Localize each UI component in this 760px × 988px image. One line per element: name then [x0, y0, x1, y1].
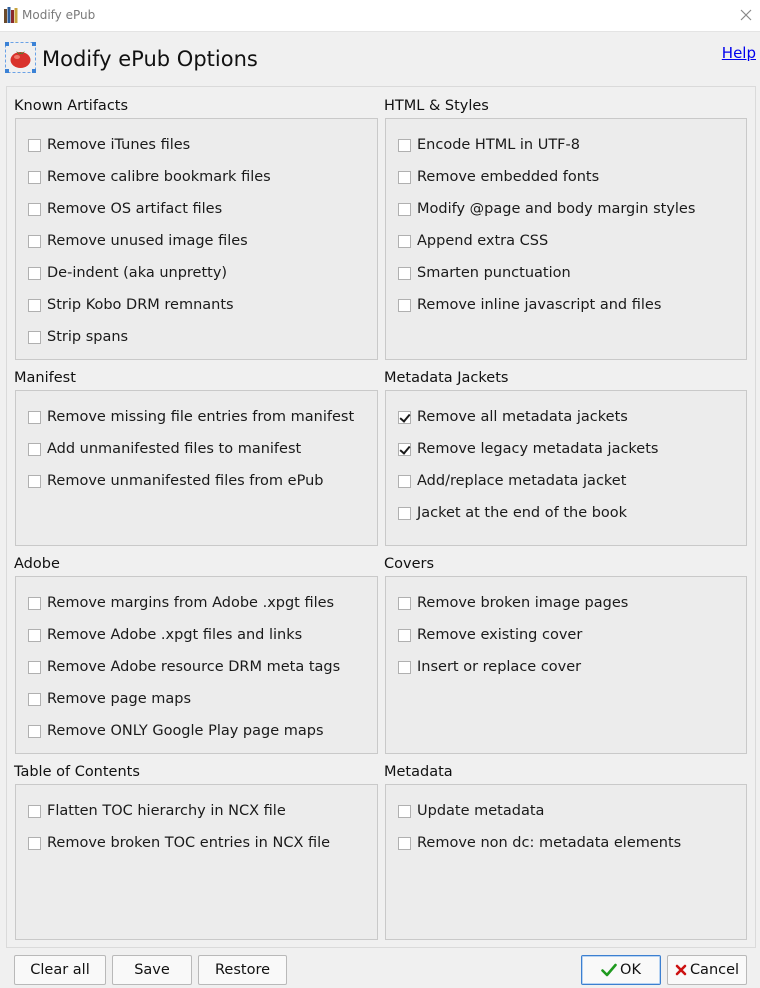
checkbox[interactable] [28, 203, 41, 216]
option-remove-inline-javascript[interactable] [397, 294, 661, 316]
checkbox[interactable] [28, 443, 41, 456]
option-label: Remove all metadata jackets [417, 409, 628, 425]
option-label: Remove page maps [47, 691, 192, 707]
group-adobe [15, 576, 378, 754]
tomato-logo-icon [5, 42, 36, 73]
option-label: Remove OS artifact files [47, 201, 223, 217]
option-label: Add/replace metadata jacket [417, 473, 627, 489]
option-remove-broken-toc-entries[interactable] [27, 832, 330, 854]
option-remove-os-artifact-files[interactable] [27, 198, 222, 220]
checkbox[interactable] [398, 507, 411, 520]
option-label: Append extra CSS [417, 233, 549, 249]
checkbox[interactable] [398, 475, 411, 488]
option-label: Remove inline javascript and files [417, 297, 662, 313]
button-label: Save [134, 962, 170, 978]
option-label: Remove unused image files [47, 233, 248, 249]
checkbox[interactable] [398, 267, 411, 280]
option-label: Remove legacy metadata jackets [417, 441, 659, 457]
option-label: Remove unmanifested files from ePub [47, 473, 324, 489]
option-remove-unused-image-files[interactable] [27, 230, 248, 252]
option-remove-existing-cover[interactable] [397, 624, 582, 646]
option-jacket-at-end[interactable] [397, 502, 627, 524]
group-metadata [385, 784, 747, 940]
checkbox[interactable] [28, 629, 41, 642]
window-title: Modify ePub [22, 8, 96, 22]
checkbox[interactable] [398, 299, 411, 312]
option-label: Remove iTunes files [47, 137, 191, 153]
checkbox[interactable] [28, 235, 41, 248]
option-remove-page-maps[interactable] [27, 688, 191, 710]
checkbox[interactable] [28, 837, 41, 850]
group-title-metadata-jackets: Metadata Jackets [384, 370, 509, 386]
option-label: Remove embedded fonts [417, 169, 600, 185]
option-label: Remove existing cover [417, 627, 583, 643]
option-label: Remove margins from Adobe .xpgt files [47, 595, 335, 611]
button-label: OK [620, 962, 641, 978]
group-title-metadata: Metadata [384, 764, 453, 780]
group-title-known-artifacts: Known Artifacts [14, 98, 129, 114]
checkbox[interactable] [28, 139, 41, 152]
option-insert-replace-cover[interactable] [397, 656, 581, 678]
restore-button[interactable] [198, 955, 287, 985]
option-remove-legacy-metadata-jackets[interactable] [397, 438, 658, 460]
option-remove-non-dc-metadata[interactable] [397, 832, 681, 854]
help-link[interactable]: Help [721, 44, 756, 62]
checkbox[interactable] [398, 171, 411, 184]
checkbox[interactable] [28, 267, 41, 280]
option-label: Remove calibre bookmark files [47, 169, 271, 185]
option-label: Encode HTML in UTF-8 [417, 137, 580, 153]
group-toc [15, 784, 378, 940]
option-remove-missing-manifest-entries[interactable] [27, 406, 354, 428]
group-known-artifacts [15, 118, 378, 360]
button-label: Cancel [689, 962, 740, 978]
checkbox[interactable] [28, 805, 41, 818]
option-add-replace-metadata-jacket[interactable] [397, 470, 626, 492]
option-remove-calibre-bookmark-files[interactable] [27, 166, 271, 188]
checkbox[interactable] [398, 139, 411, 152]
option-add-unmanifested-files[interactable] [27, 438, 301, 460]
checkbox[interactable] [28, 693, 41, 706]
option-label: Strip Kobo DRM remnants [47, 297, 234, 313]
option-remove-unmanifested-files[interactable] [27, 470, 323, 492]
option-label: Add unmanifested files to manifest [47, 441, 302, 457]
clear-all-button[interactable] [14, 955, 106, 985]
option-remove-all-metadata-jackets[interactable] [397, 406, 628, 428]
checkbox[interactable] [398, 597, 411, 610]
option-de-indent[interactable] [27, 262, 227, 284]
option-label: Strip spans [47, 329, 129, 345]
group-title-toc: Table of Contents [14, 764, 140, 780]
close-icon [740, 9, 752, 21]
group-html-styles [385, 118, 747, 360]
checkbox[interactable] [398, 661, 411, 674]
checkbox[interactable] [398, 443, 411, 456]
group-metadata-jackets [385, 390, 747, 546]
button-label: Restore [214, 962, 271, 978]
ok-button[interactable] [581, 955, 661, 985]
option-modify-page-margin-styles[interactable] [397, 198, 695, 220]
option-remove-xpgt-files[interactable] [27, 624, 302, 646]
option-label: Modify @page and body margin styles [417, 201, 696, 217]
option-remove-google-play-page-maps[interactable] [27, 720, 324, 742]
option-encode-html-utf8[interactable] [397, 134, 580, 156]
button-label: Clear all [30, 962, 90, 978]
option-label: Jacket at the end of the book [417, 505, 628, 521]
option-label: Remove Adobe .xpgt files and links [47, 627, 303, 643]
option-append-extra-css[interactable] [397, 230, 548, 252]
group-covers [385, 576, 747, 754]
option-label: Update metadata [417, 803, 545, 819]
checkbox[interactable] [398, 203, 411, 216]
dialog-header [0, 32, 760, 84]
checkbox[interactable] [398, 235, 411, 248]
title-bar [0, 0, 760, 32]
checkbox[interactable] [28, 475, 41, 488]
option-remove-xpgt-margins[interactable] [27, 592, 334, 614]
option-remove-itunes-files[interactable] [27, 134, 190, 156]
group-title-manifest: Manifest [14, 370, 76, 386]
checkbox[interactable] [28, 411, 41, 424]
books-icon [4, 7, 18, 23]
option-label: Insert or replace cover [417, 659, 582, 675]
checkbox[interactable] [398, 411, 411, 424]
group-manifest [15, 390, 378, 546]
checkbox[interactable] [28, 331, 41, 344]
page-title: Modify ePub Options [42, 47, 258, 71]
checkbox[interactable] [28, 597, 41, 610]
checkbox[interactable] [28, 299, 41, 312]
checkmark-icon [601, 963, 617, 977]
option-remove-embedded-fonts[interactable] [397, 166, 599, 188]
option-strip-spans[interactable] [27, 326, 128, 348]
checkbox[interactable] [28, 661, 41, 674]
option-label: Remove missing file entries from manifest [47, 409, 355, 425]
checkbox[interactable] [28, 171, 41, 184]
option-flatten-toc[interactable] [27, 800, 286, 822]
option-label: Remove broken image pages [417, 595, 629, 611]
checkbox[interactable] [398, 629, 411, 642]
cancel-button[interactable] [667, 955, 747, 985]
option-update-metadata[interactable] [397, 800, 544, 822]
close-button[interactable] [732, 0, 760, 30]
option-label: Remove non dc: metadata elements [417, 835, 682, 851]
group-title-covers: Covers [384, 556, 435, 572]
x-icon [675, 964, 687, 976]
option-label: Remove broken TOC entries in NCX file [47, 835, 331, 851]
checkbox[interactable] [28, 725, 41, 738]
option-smarten-punctuation[interactable] [397, 262, 571, 284]
option-label: Remove ONLY Google Play page maps [47, 723, 324, 739]
option-remove-adobe-drm-meta[interactable] [27, 656, 340, 678]
option-label: De-indent (aka unpretty) [47, 265, 228, 281]
option-label: Smarten punctuation [417, 265, 571, 281]
option-remove-broken-image-pages[interactable] [397, 592, 628, 614]
checkbox[interactable] [398, 805, 411, 818]
group-title-html-styles: HTML & Styles [384, 98, 489, 114]
option-label: Remove Adobe resource DRM meta tags [47, 659, 341, 675]
group-title-adobe: Adobe [14, 556, 60, 572]
checkbox[interactable] [398, 837, 411, 850]
option-strip-kobo-drm-remnants[interactable] [27, 294, 234, 316]
option-label: Flatten TOC hierarchy in NCX file [47, 803, 286, 819]
save-button[interactable] [112, 955, 192, 985]
